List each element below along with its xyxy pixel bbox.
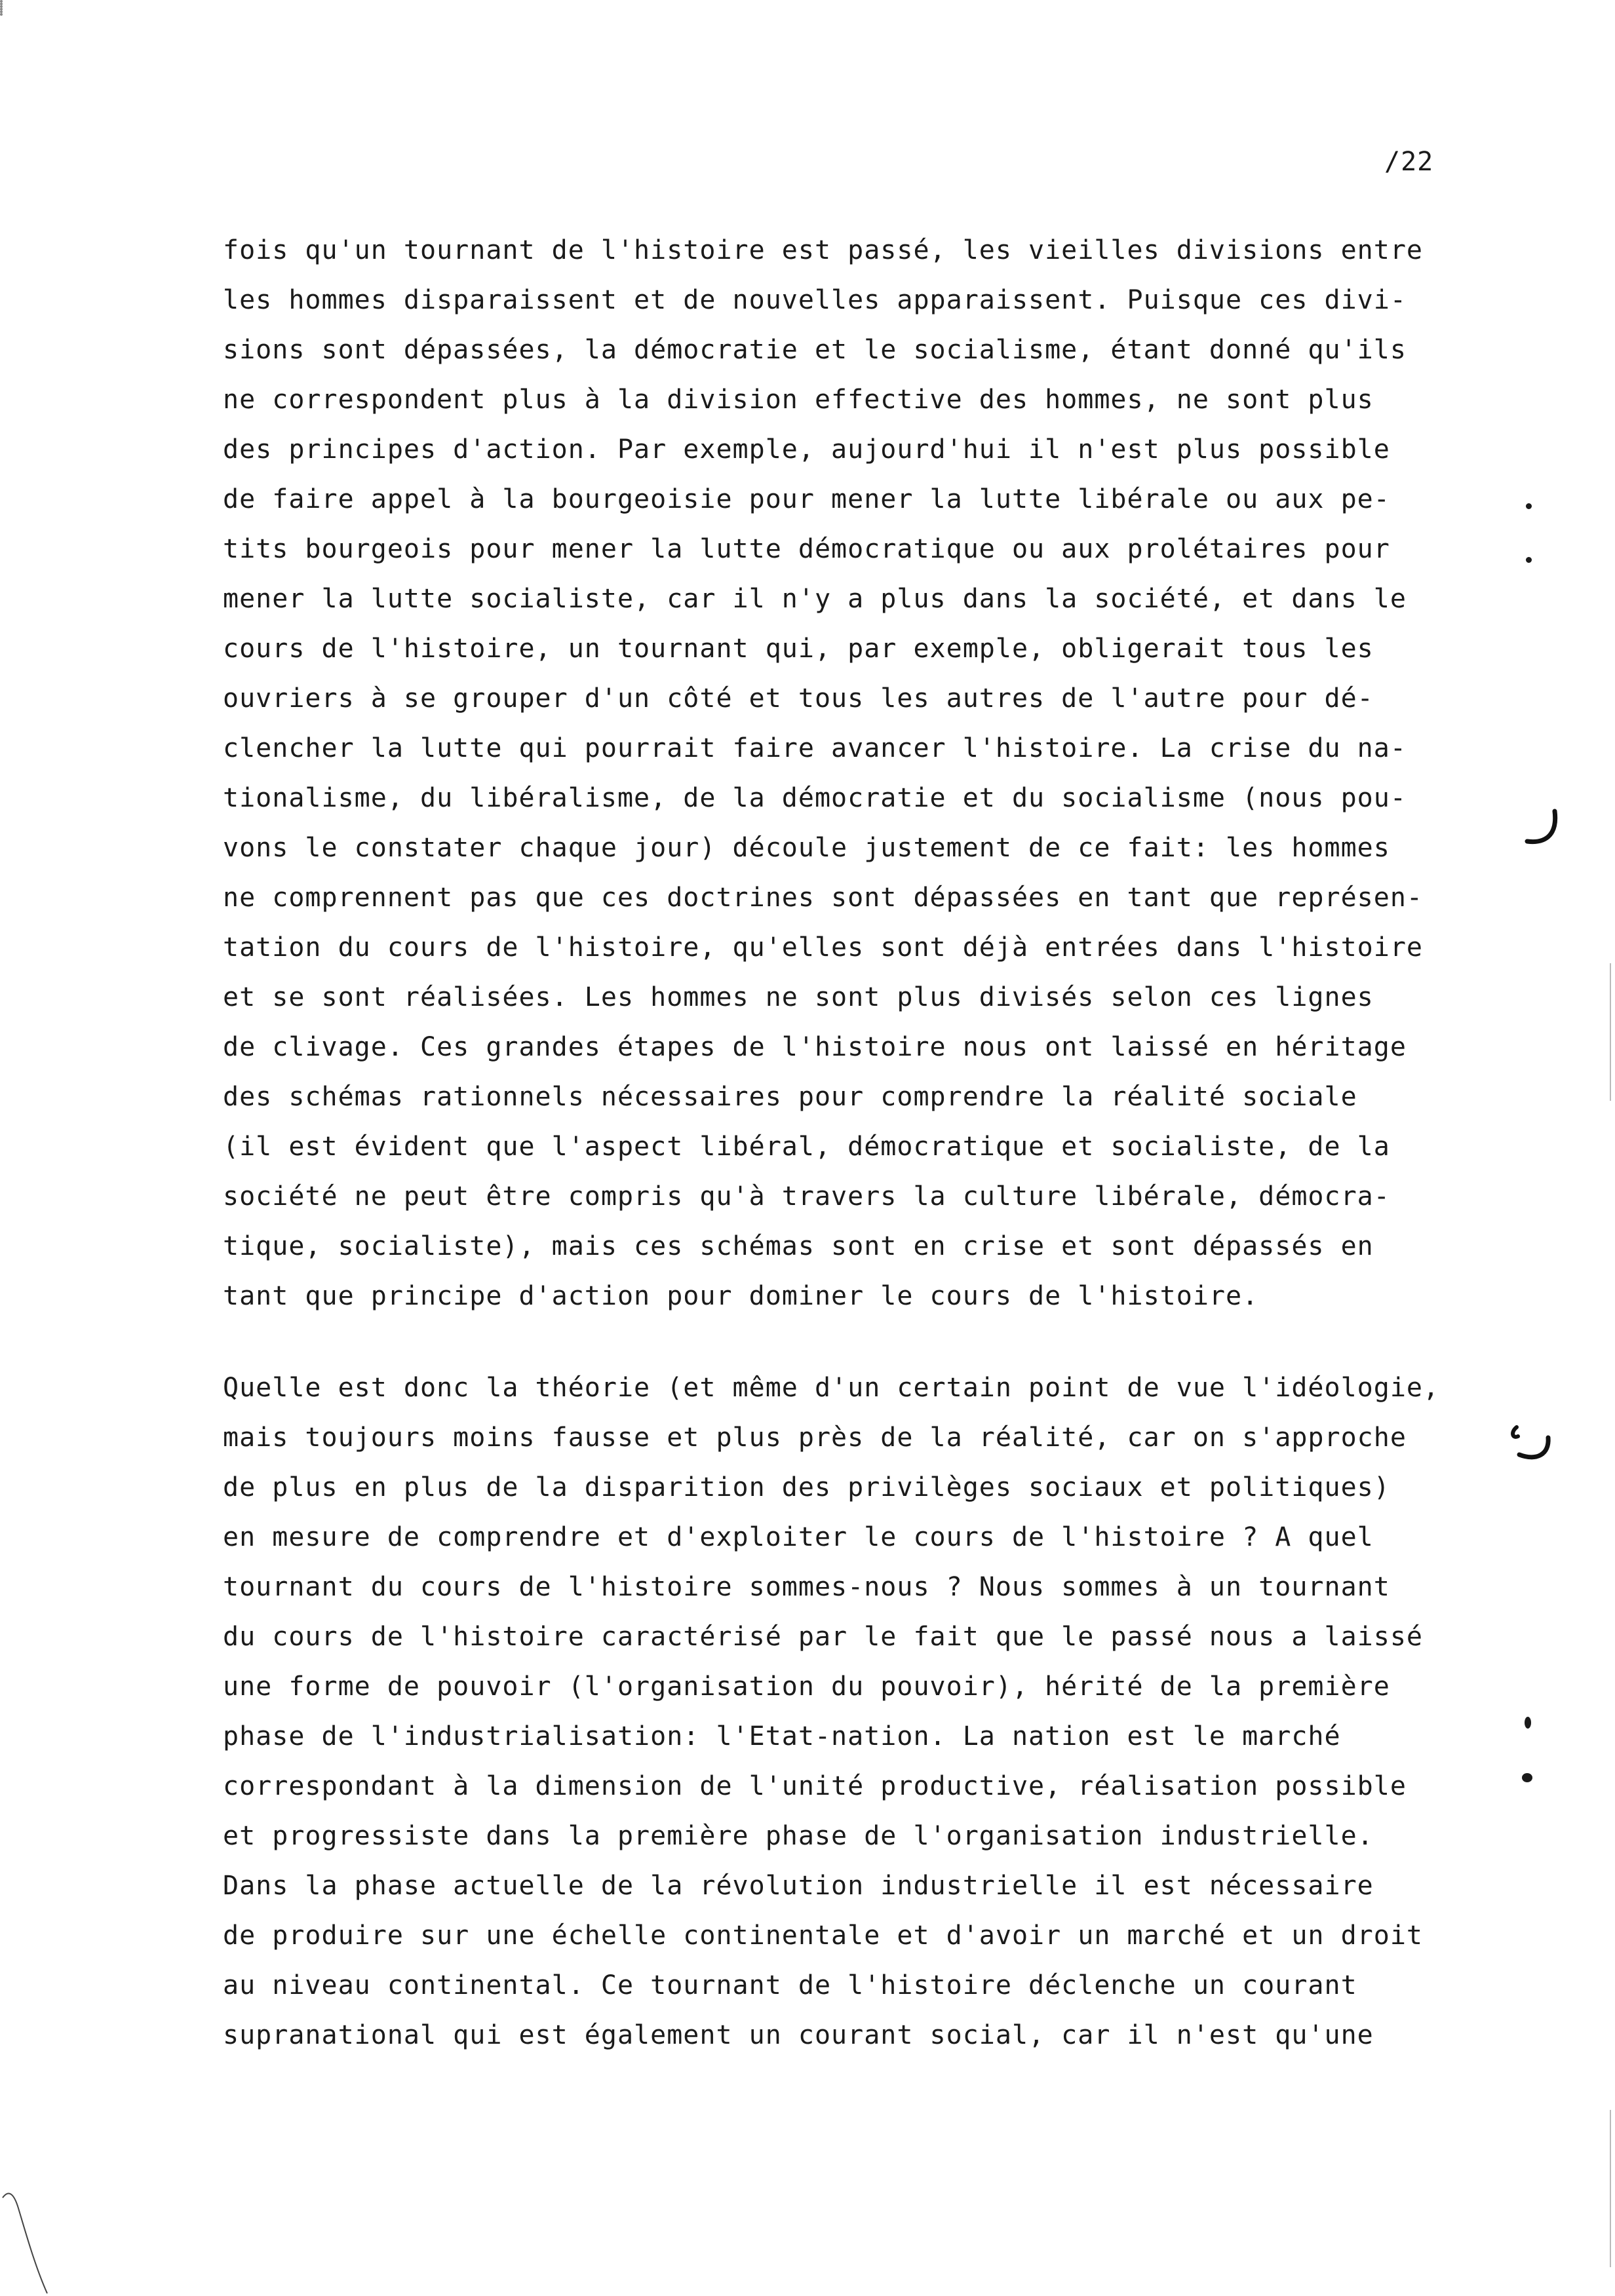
text-line: tique, socialiste), mais ces schémas sont en crise et sont dépassés en: [223, 1231, 1374, 1261]
margin-dot: [1526, 503, 1532, 509]
text-line: (il est évident que l'aspect libéral, démocratique et socialiste, de la: [223, 1132, 1390, 1162]
text-line: société ne peut être compris qu'à travers la culture libérale, démocra-: [223, 1181, 1390, 1212]
text-line: une forme de pouvoir (l'organisation du pouvoir), hérité de la première: [223, 1672, 1390, 1702]
text-line: et se sont réalisées. Les hommes ne sont plus divisés selon ces lignes: [223, 982, 1374, 1012]
text-line: tionalisme, du libéralisme, de la démocratie et du socialisme (nous pou-: [223, 783, 1407, 813]
page-edge-line: [1610, 2110, 1611, 2267]
text-line: tant que principe d'action pour dominer le cours de l'histoire.: [223, 1281, 1259, 1311]
text-line: mais toujours moins fausse et plus près de la réalité, car on s'approche: [223, 1423, 1407, 1453]
text-line: supranational qui est également un courant social, car il n'est qu'une: [223, 2020, 1374, 2050]
binder-ring-mark: [1508, 1422, 1560, 1468]
text-line: ne comprennent pas que ces doctrines sont dépassées en tant que représen-: [223, 883, 1423, 913]
margin-dot: [1526, 557, 1532, 563]
text-line: au niveau continental. Ce tournant de l'histoire déclenche un courant: [223, 1970, 1357, 2000]
text-line: phase de l'industrialisation: l'Etat-nation. La nation est le marché: [223, 1721, 1341, 1751]
text-line: vons le constater chaque jour) découle justement de ce fait: les hommes: [223, 833, 1390, 863]
margin-dot: [1525, 1717, 1531, 1729]
text-line: fois qu'un tournant de l'histoire est passé, les vieilles divisions entre: [223, 235, 1423, 265]
text-line: et progressiste dans la première phase de l'organisation industrielle.: [223, 1821, 1374, 1851]
text-line: des principes d'action. Par exemple, aujourd'hui il n'est plus possible: [223, 434, 1390, 465]
text-line: de clivage. Ces grandes étapes de l'histoire nous ont laissé en héritage: [223, 1032, 1407, 1062]
text-line: les hommes disparaissent et de nouvelles apparaissent. Puisque ces divi-: [223, 285, 1407, 315]
text-line: de plus en plus de la disparition des privilèges sociaux et politiques): [223, 1472, 1390, 1502]
text-line: Quelle est donc la théorie (et même d'un certain point de vue l'idéologie,: [223, 1373, 1440, 1403]
text-line: tournant du cours de l'histoire sommes-nous ? Nous sommes à un tournant: [223, 1572, 1390, 1602]
text-line: ne correspondent plus à la division effective des hommes, ne sont plus: [223, 385, 1374, 415]
text-line: Dans la phase actuelle de la révolution industrielle il est nécessaire: [223, 1871, 1374, 1901]
scan-speck: [0, 13, 3, 16]
binder-hook-mark: [1514, 806, 1566, 852]
text-line: de faire appel à la bourgeoisie pour mener la lutte libérale ou aux pe-: [223, 484, 1390, 514]
corner-scan-line: [0, 2182, 52, 2296]
text-line: tits bourgeois pour mener la lutte démocratique ou aux prolétaires pour: [223, 534, 1390, 564]
page-edge-line: [1610, 963, 1611, 1101]
text-line: du cours de l'histoire caractérisé par le fait que le passé nous a laissé: [223, 1622, 1423, 1652]
page-number: /22: [1384, 147, 1434, 177]
text-line: mener la lutte socialiste, car il n'y a plus dans la société, et dans le: [223, 584, 1407, 614]
text-line: des schémas rationnels nécessaires pour comprendre la réalité sociale: [223, 1082, 1357, 1112]
text-line: sions sont dépassées, la démocratie et le socialisme, étant donné qu'ils: [223, 335, 1407, 365]
text-line: en mesure de comprendre et d'exploiter le cours de l'histoire ? A quel: [223, 1522, 1374, 1552]
text-line: ouvriers à se grouper d'un côté et tous les autres de l'autre pour dé-: [223, 683, 1374, 714]
text-line: de produire sur une échelle continentale et d'avoir un marché et un droit: [223, 1921, 1423, 1951]
text-line: clencher la lutte qui pourrait faire avancer l'histoire. La crise du na-: [223, 733, 1407, 763]
margin-dot: [1522, 1773, 1532, 1782]
text-line: cours de l'histoire, un tournant qui, par exemple, obligerait tous les: [223, 634, 1374, 664]
text-line: correspondant à la dimension de l'unité productive, réalisation possible: [223, 1771, 1407, 1801]
text-line: tation du cours de l'histoire, qu'elles sont déjà entrées dans l'histoire: [223, 932, 1423, 963]
